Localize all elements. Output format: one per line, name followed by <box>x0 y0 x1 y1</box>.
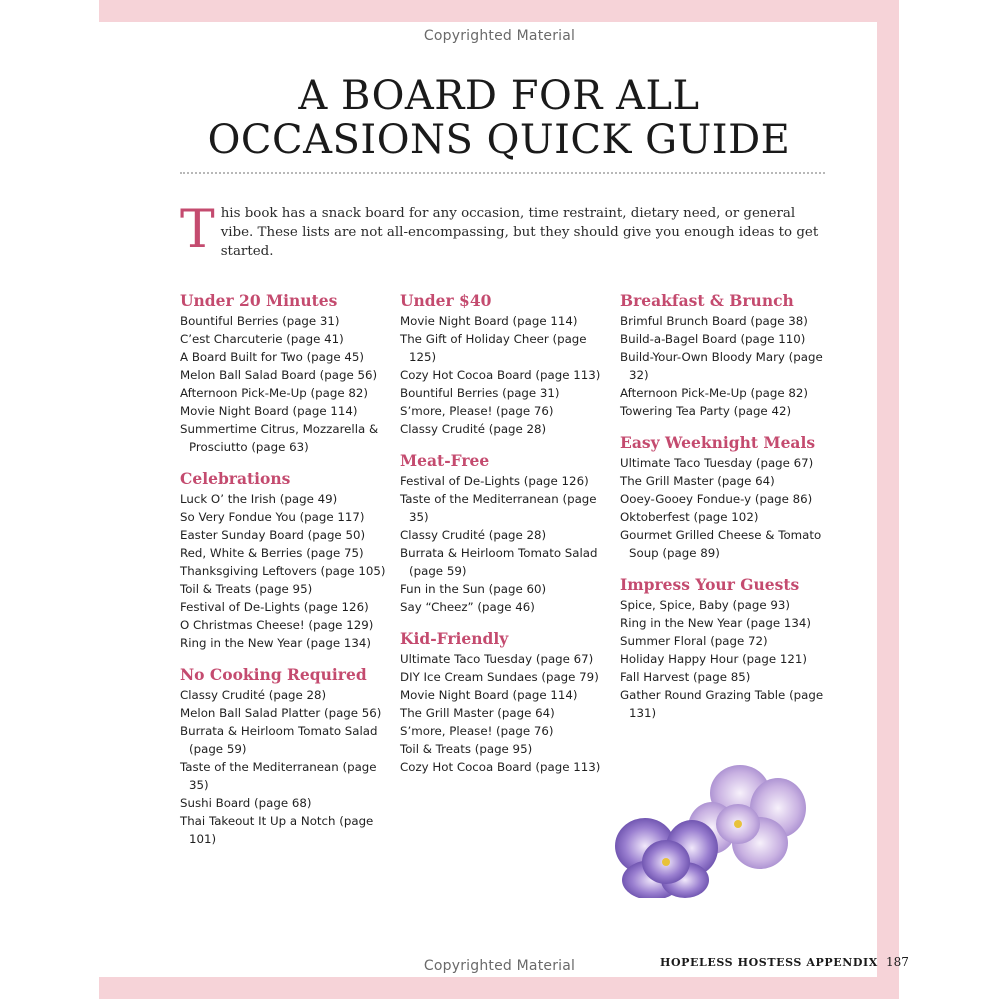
list-item: Towering Tea Party (page 42) <box>620 404 792 418</box>
list-item: DIY Ice Cream Sundaes (page 79) <box>400 670 599 684</box>
section-list <box>620 596 835 722</box>
list-item: Brimful Brunch Board (page 38) <box>620 314 808 328</box>
section-list <box>180 686 395 848</box>
viola-flowers-image <box>600 758 820 898</box>
watermark-top: Copyrighted Material <box>423 28 576 44</box>
list-item: O Christmas Cheese! (page 129) <box>180 618 374 632</box>
section-title: Kid-Friendly <box>400 629 509 648</box>
list-item: Ultimate Taco Tuesday (page 67) <box>400 652 594 666</box>
list-item: Burrata & Heirloom Tomato Salad (page 59) <box>180 724 378 756</box>
list-item: Gather Round Grazing Table (page 131) <box>620 688 824 720</box>
list-item: Summertime Citrus, Mozzarella & Prosciutto (page 63) <box>180 422 379 454</box>
section-title: Impress Your Guests <box>620 575 800 594</box>
list-item: Build-Your-Own Bloody Mary (page 32) <box>620 350 823 382</box>
title-line-1: A BOARD FOR ALL <box>298 73 700 119</box>
list-item: Afternoon Pick-Me-Up (page 82) <box>180 386 368 400</box>
section-title: Celebrations <box>180 469 291 488</box>
flower-front <box>615 818 718 898</box>
list-item: Easter Sunday Board (page 50) <box>180 528 366 542</box>
list-item: Summer Floral (page 72) <box>620 634 768 648</box>
list-item: Taste of the Mediterranean (page 35) <box>180 760 377 792</box>
section-list <box>180 490 395 652</box>
list-item: S’more, Please! (page 76) <box>400 724 554 738</box>
section-list <box>180 312 395 456</box>
dotted-divider <box>180 172 825 174</box>
section-title: Under 20 Minutes <box>180 291 338 310</box>
column-2 <box>400 290 615 788</box>
list-item: Taste of the Mediterranean (page 35) <box>400 492 597 524</box>
list-item: Movie Night Board (page 114) <box>400 314 578 328</box>
list-item: Ultimate Taco Tuesday (page 67) <box>620 456 814 470</box>
list-item: Movie Night Board (page 114) <box>400 688 578 702</box>
guide-section <box>620 290 835 420</box>
list-item: Cozy Hot Cocoa Board (page 113) <box>400 760 601 774</box>
list-item: So Very Fondue You (page 117) <box>180 510 365 524</box>
list-item: Festival of De-Lights (page 126) <box>400 474 589 488</box>
section-list <box>400 312 615 438</box>
section-title: No Cooking Required <box>180 665 367 684</box>
list-item: Gourmet Grilled Cheese & Tomato Soup (page 89) <box>620 528 822 560</box>
list-item: Ooey-Gooey Fondue-y (page 86) <box>620 492 813 506</box>
guide-section <box>180 468 395 652</box>
watermark-bottom: Copyrighted Material <box>423 958 576 974</box>
section-list <box>620 454 835 562</box>
section-title: Breakfast & Brunch <box>620 291 794 310</box>
list-item: Thai Takeout It Up a Notch (page 101) <box>180 814 374 846</box>
page-number: 187 <box>885 955 909 969</box>
list-item: A Board Built for Two (page 45) <box>180 350 365 364</box>
list-item: Melon Ball Salad Platter (page 56) <box>180 706 382 720</box>
list-item: Classy Crudité (page 28) <box>400 528 547 542</box>
list-item: Ring in the New Year (page 134) <box>180 636 371 650</box>
list-item: Red, White & Berries (page 75) <box>180 546 364 560</box>
list-item: Thanksgiving Leftovers (page 105) <box>180 564 386 578</box>
guide-section <box>400 290 615 438</box>
list-item: Toil & Treats (page 95) <box>180 582 313 596</box>
title-line-2: OCCASIONS QUICK GUIDE <box>207 117 791 163</box>
list-item: S’more, Please! (page 76) <box>400 404 554 418</box>
list-item: The Grill Master (page 64) <box>400 706 555 720</box>
section-list <box>400 650 615 776</box>
list-item: The Gift of Holiday Cheer (page 125) <box>400 332 587 364</box>
page-title <box>99 74 899 162</box>
list-item: Holiday Happy Hour (page 121) <box>620 652 807 666</box>
list-item: Fall Harvest (page 85) <box>620 670 751 684</box>
page-footer <box>660 955 909 969</box>
drop-cap: T <box>180 200 215 260</box>
section-title: Meat-Free <box>400 451 490 470</box>
list-item: Say “Cheez” (page 46) <box>400 600 535 614</box>
list-item: Spice, Spice, Baby (page 93) <box>620 598 790 612</box>
list-item: Sushi Board (page 68) <box>180 796 312 810</box>
section-title: Easy Weeknight Meals <box>620 433 816 452</box>
list-item: C’est Charcuterie (page 41) <box>180 332 344 346</box>
list-item: Afternoon Pick-Me-Up (page 82) <box>620 386 808 400</box>
guide-section <box>400 450 615 616</box>
guide-section <box>180 664 395 848</box>
section-list <box>620 312 835 420</box>
list-item: Classy Crudité (page 28) <box>180 688 327 702</box>
column-3 <box>620 290 835 734</box>
guide-section <box>180 290 395 456</box>
intro-text: his book has a snack board for any occasion, time restraint, dietary need, or general vibe. These lists are not all-encompassing, but they should give you enough ideas to get started. <box>220 206 819 259</box>
list-item: Bountiful Berries (page 31) <box>400 386 560 400</box>
list-item: Movie Night Board (page 114) <box>180 404 358 418</box>
list-item: Luck O’ the Irish (page 49) <box>180 492 338 506</box>
section-list <box>400 472 615 616</box>
list-item: Festival of De-Lights (page 126) <box>180 600 369 614</box>
list-item: Melon Ball Salad Board (page 56) <box>180 368 378 382</box>
list-item: Build-a-Bagel Board (page 110) <box>620 332 806 346</box>
list-item: Ring in the New Year (page 134) <box>620 616 811 630</box>
section-title: Under $40 <box>400 291 492 310</box>
list-item: Classy Crudité (page 28) <box>400 422 547 436</box>
intro-paragraph <box>180 200 830 261</box>
column-1 <box>180 290 395 860</box>
list-item: The Grill Master (page 64) <box>620 474 775 488</box>
list-item: Bountiful Berries (page 31) <box>180 314 340 328</box>
guide-section <box>400 628 615 776</box>
list-item: Oktoberfest (page 102) <box>620 510 759 524</box>
list-item: Toil & Treats (page 95) <box>400 742 533 756</box>
list-item: Fun in the Sun (page 60) <box>400 582 547 596</box>
footer-section-label: HOPELESS HOSTESS APPENDIX <box>660 956 878 969</box>
guide-section <box>620 432 835 562</box>
list-item: Burrata & Heirloom Tomato Salad (page 59) <box>400 546 598 578</box>
list-item: Cozy Hot Cocoa Board (page 113) <box>400 368 601 382</box>
guide-section <box>620 574 835 722</box>
